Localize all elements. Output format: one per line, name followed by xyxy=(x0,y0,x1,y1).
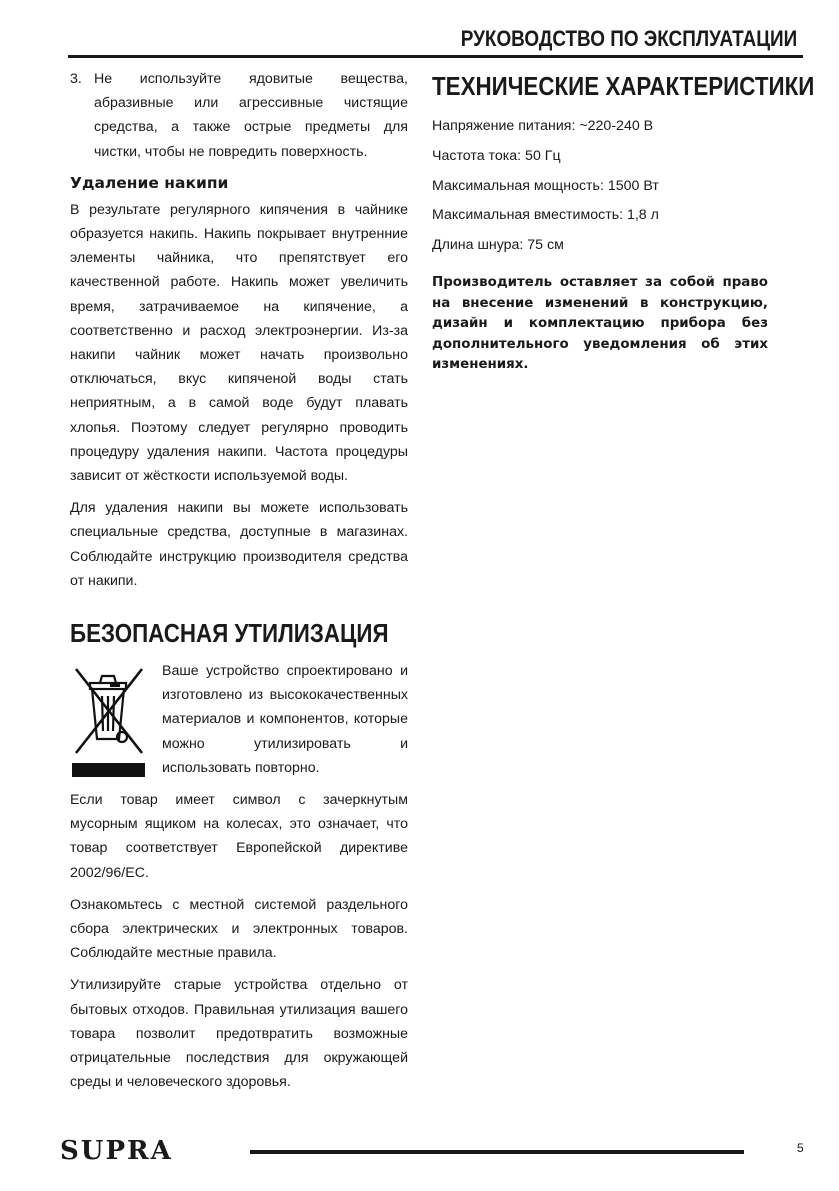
header-divider xyxy=(68,55,803,58)
list-item-text: Не используйте ядовитые вещества, абразивные или агрессивные чистящие средства, а также острые предметы для чистки, чтобы не повредить поверхность. xyxy=(94,71,408,160)
left-column xyxy=(70,67,408,593)
list-item xyxy=(70,67,408,164)
footer-divider xyxy=(250,1150,744,1154)
manufacturer-notice: Производитель оставляет за собой право на внесение изменений в конструкцию, дизайн и комплектацию прибора без дополнительного уведомления об этих изменениях. xyxy=(432,275,768,373)
disposal-title: БЕЗОПАСНАЯ УТИЛИЗАЦИЯ xyxy=(70,618,389,648)
crossed-bin-icon xyxy=(70,661,146,777)
disposal-icon-text: Ваше устройство спроектировано и изготовлено из высококачественных материалов и компонентов, которые можно утилизировать и использовать повторно. xyxy=(162,663,408,776)
disposal-paragraph: Ознакомьтесь с местной системой раздельного сбора электрических и электронных товаров. Соблюдайте местные правила. xyxy=(70,896,408,962)
descaling-heading: Удаление накипи xyxy=(70,173,229,192)
bin-underline-bar xyxy=(72,763,145,777)
spec-item: Напряжение питания: ~220-240 В xyxy=(432,118,654,134)
descaling-paragraph: В результате регулярного кипячения в чайнике образуется накипь. Накипь покрывает внутренние элементы чайника, что препятствует его качественной работе. Накипь может увеличить время, затрачиваемое на кипячение, а соответственно и расход электроэнергии. Из-за накипи чайник может начать произвольно отключаться, вкус кипяченой воды стать неприятным, а в самой воде будут плавать хлопья. Поэтому следует регулярно проводить процедуру удаления накипи. Частота процедуры зависит от жёсткости используемой воды. xyxy=(70,201,408,485)
page-number: 5 xyxy=(797,1141,804,1155)
disposal-text xyxy=(70,788,408,1094)
list-item-number: 3. xyxy=(70,71,82,87)
right-column xyxy=(432,67,815,376)
tech-specs-title: ТЕХНИЧЕСКИЕ ХАРАКТЕРИСТИКИ xyxy=(432,71,815,101)
disposal-icon-block xyxy=(70,659,408,780)
disposal-paragraph: Утилизируйте старые устройства отдельно от бытовых отходов. Правильная утилизация вашего товара позволит предотвратить возможные отрицательные последствия для окружающей среды и человеческого здоровья. xyxy=(70,977,408,1091)
spec-item: Частота тока: 50 Гц xyxy=(432,147,561,164)
spec-item: Максимальная вместимость: 1,8 л xyxy=(432,207,659,224)
spec-item: Длина шнура: 75 см xyxy=(432,237,564,254)
disposal-paragraph: Если товар имеет символ с зачеркнутым мусорным ящиком на колесах, это означает, что товар соответствует Европейской директиве 2002/96/EC. xyxy=(70,792,408,881)
page-header-title: РУКОВОДСТВО ПО ЭКСПЛУАТАЦИИ xyxy=(460,26,797,51)
spec-item: Максимальная мощность: 1500 Вт xyxy=(432,177,659,194)
brand-logo: SUPRA xyxy=(60,1136,173,1166)
descaling-paragraph: Для удаления накипи вы можете использовать специальные средства, доступные в магазинах. Соблюдайте инструкцию производителя средства от накипи. xyxy=(70,500,408,589)
